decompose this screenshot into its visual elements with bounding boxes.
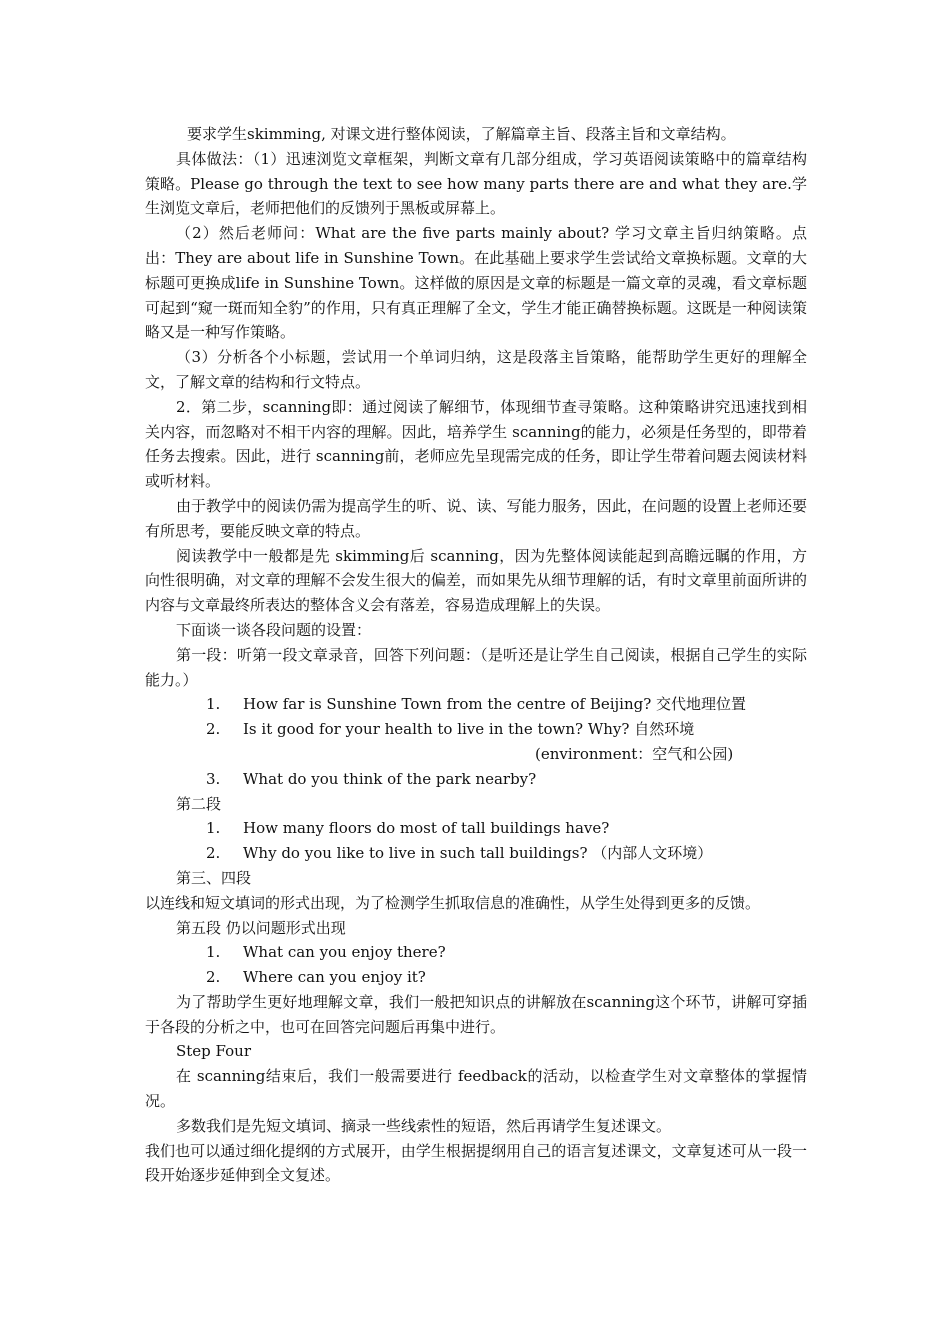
paragraph-section-three-four: 以连线和短文填词的形式出现，为了检测学生抓取信息的准确性，从学生处得到更多的反馈。 (145, 893, 761, 912)
list-item (145, 940, 807, 965)
paragraph-feedback: 在 scanning结束后，我们一般需要进行 feedback的活动，以检查学生对文章整体的掌握情况。 (145, 1067, 807, 1111)
list-text: Where can you enjoy it? (243, 968, 426, 987)
list-item (145, 965, 807, 990)
paragraph-questions-intro: 下面谈一谈各段问题的设置： (176, 620, 372, 639)
list-number: 1. (206, 943, 221, 962)
list-text: How far is Sunshine Town from the centre of Beijing? 交代地理位置 (243, 695, 747, 714)
paragraph-skimming-goal: 要求学生skimming, 对课文进行整体阅读，了解篇章主旨、段落主旨和文章结构。 (187, 125, 736, 143)
paragraph-retell: 多数我们是先短文填词、摘录一些线索性的短语，然后再请学生复述课文。 (176, 1116, 672, 1135)
list-text: Is it good for your health to live in the town? Why? 自然环境 (243, 720, 695, 739)
paragraph-section-one: 第一段：听第一段文章录音，回答下列问题：（是听还是让学生自己阅读，根据自己学生的实际能力。） (145, 645, 807, 689)
list-item (145, 767, 807, 792)
list-number: 1. (206, 819, 221, 838)
list-text: What do you think of the park nearby? (243, 769, 537, 788)
list-number: 2. (206, 844, 221, 863)
list-text: How many floors do most of tall buildings have? (243, 819, 610, 838)
paragraph-method-1: 具体做法：（1）迅速浏览文章框架，判断文章有几部分组成，学习英语阅读策略中的篇章结构策略。Please go through the text to see how many parts there are and what they are.学生浏览文章后，老师把他们的反馈列于黑板或屏幕上。 (145, 149, 807, 218)
list-number: 2. (206, 720, 221, 739)
paragraph-knowledge-points: 为了帮助学生更好地理解文章，我们一般把知识点的讲解放在scanning这个环节，讲解可穿插于各段的分析之中，也可在回答完问题后再集中进行。 (145, 992, 807, 1036)
list-text: Why do you like to live in such tall buildings? （内部人文环境） (243, 844, 713, 863)
paragraph-outline: 我们也可以通过细化提纲的方式展开，由学生根据提纲用自己的语言复述课文，文章复述可从一段一段开始逐步延伸到全文复述。 (145, 1141, 807, 1185)
paragraph-method-3: （3）分析各个小标题，尝试用一个单词归纳，这是段落主旨策略，能帮助学生更好的理解全文，了解文章的结构和行文特点。 (145, 348, 807, 391)
list-number: 2. (206, 968, 221, 987)
list-text: What can you enjoy there? (243, 943, 446, 962)
list-number: 3. (206, 769, 221, 788)
paragraph-method-2: （2）然后老师问：What are the five parts mainly about? 学习文章主旨归纳策略。点出：They are about life in Sunshine Town。在此基础上要求学生尝试给文章换标题。文章的大标题可更换成life in Sunshine Town。这样做的原因是文章的标题是一篇文章的灵魂，看文章标题可起到“窥一斑而知全豹”的作用，只有真正理解了全文，学生才能正确替换标题。这既是一种阅读策略又是一种写作策略。 (145, 224, 807, 342)
section-five-heading: 第五段 仍以问题形式出现 (176, 918, 346, 937)
section-two-heading: 第二段 (176, 794, 222, 813)
list-item (145, 841, 807, 866)
list-number: 1. (206, 695, 221, 714)
document-body (145, 122, 807, 1188)
paragraph-step-two: 2．第二步，scanning即：通过阅读了解细节，体现细节查寻策略。这种策略讲究迅速找到相关内容，而忽略对不相干内容的理解。因此，培养学生 scanning的能力，必须是任务型的，即带着任务去搜索。因此，进行 scanning前，老师应先呈现需完成的任务，即让学生带着问题去阅读材料或听材料。 (145, 397, 807, 491)
step-four-heading: Step Four (176, 1042, 251, 1061)
paragraph-question-design: 由于教学中的阅读仍需为提高学生的听、说、读、写能力服务，因此，在问题的设置上老师还要有所思考，要能反映文章的特点。 (145, 496, 807, 540)
paragraph-skim-then-scan: 阅读教学中一般都是先 skimming后 scanning，因为先整体阅读能起到高瞻远瞩的作用，方向性很明确，对文章的理解不会发生很大的偏差，而如果先从细节理解的话，有时文章里前面所讲的内容与文章最终所表达的整体含义会有落差，容易造成理解上的失误。 (145, 546, 807, 615)
list-item-continuation: (environment：空气和公园) (535, 744, 734, 763)
list-item (145, 816, 807, 841)
list-item (145, 692, 807, 717)
section-three-four-heading: 第三、四段 (176, 868, 252, 887)
list-item (145, 717, 807, 742)
